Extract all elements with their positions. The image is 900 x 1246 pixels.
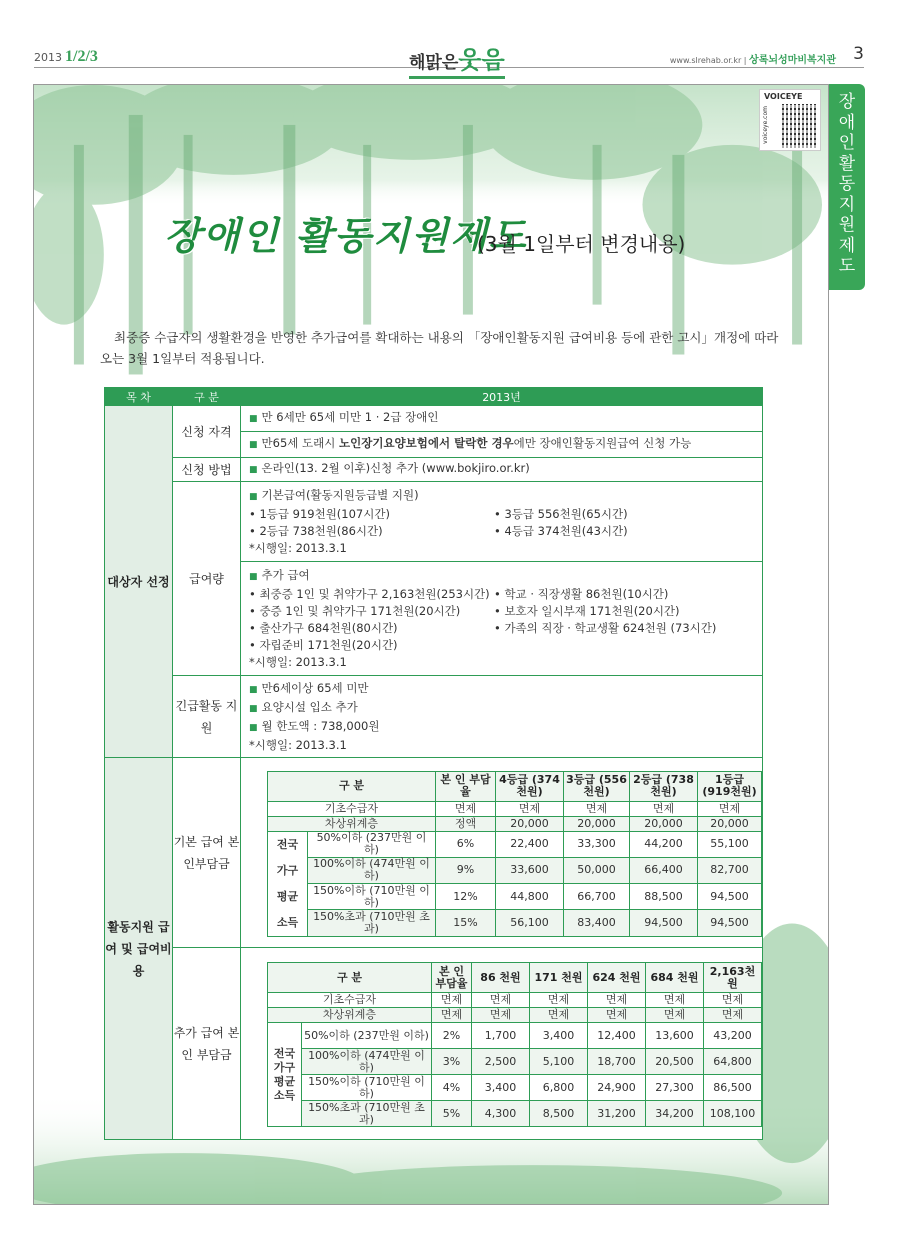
col-header: 4등급 (374천원) [496, 771, 564, 801]
table-cell: 18,700 [588, 1049, 646, 1075]
table-row [268, 1101, 762, 1127]
qualification-line-1: 만 6세만 65세 미만 1 · 2급 장애인 [261, 410, 439, 424]
extra-copay-cell [241, 948, 763, 1140]
basic-benefit-title: 기본급여(활동지원등급별 지원) [261, 487, 419, 502]
effective-date-note: *시행일: 2013.3.1 [249, 737, 347, 752]
list-item: 출산가구 684천원(80시간) [259, 620, 398, 635]
side-tab-char: 도 [838, 256, 856, 276]
page-number: 3 [853, 44, 864, 64]
table-cell: 88,500 [630, 884, 698, 910]
table-cell: 34,200 [646, 1101, 704, 1127]
table-cell: 3% [432, 1049, 472, 1075]
label-apply-qualification: 신청 자격 [173, 406, 241, 458]
side-tab-label [829, 92, 865, 277]
table-cell: 4% [432, 1075, 472, 1101]
group-word: 가구 [276, 863, 299, 877]
table-cell: 6,800 [530, 1075, 588, 1101]
policy-table [104, 387, 763, 1140]
qualification-line-2a: 만65세 도래시 [261, 436, 340, 450]
table-row [268, 1023, 762, 1049]
table-row [268, 831, 762, 857]
article-frame [33, 84, 829, 1205]
table-row [268, 1049, 762, 1075]
group-label: 대상자 선정 [107, 574, 170, 589]
basic-copay-table [267, 771, 762, 937]
income-group-label [268, 831, 308, 936]
table-cell: 27,300 [646, 1075, 704, 1101]
table-cell: 면제 [588, 1008, 646, 1023]
table-cell: 3,400 [530, 1023, 588, 1049]
emergency-support-content: ■ 만6세이상 65세 미만 ■ 요양시설 입소 추가 ■ 월 한도액 : 738,000원 *시행일: 2013.3.1 [241, 676, 763, 758]
header-section: 목 차 [105, 388, 173, 406]
table-cell: 31,200 [588, 1101, 646, 1127]
table-cell: 108,100 [704, 1101, 762, 1127]
table-cell: 94,500 [698, 910, 762, 936]
col-header: 2,163천원 [704, 963, 762, 993]
row-label: 50%이하 (237만원 이하) [308, 831, 436, 857]
table-cell: 면제 [530, 1008, 588, 1023]
table-cell: 12,400 [588, 1023, 646, 1049]
col-header: 684 천원 [646, 963, 704, 993]
group-benefit-cost [105, 758, 173, 1140]
table-cell: 82,700 [698, 857, 762, 883]
table-cell: 면제 [698, 801, 762, 816]
table-cell: 면제 [630, 801, 698, 816]
side-tab-char: 장 [838, 92, 856, 112]
table-cell: 5,100 [530, 1049, 588, 1075]
col-header: 2등급 (738천원) [630, 771, 698, 801]
table-cell: 4,300 [472, 1101, 530, 1127]
table-cell: 86,500 [704, 1075, 762, 1101]
apply-qualification-content: ■ 만 6세만 65세 미만 1 · 2급 장애인 ■ 만65세 도래시 노인장기요양보험에서 탈락한 경우에만 장애인활동지원급여 신청 가능 [241, 406, 763, 458]
table-row [268, 1075, 762, 1101]
extra-benefit-content: ■ 추가 급여 • 최중증 1인 및 취약가구 2,163천원(253시간) • 학교 · 직장생활 86천원(10시간) • 중증 1인 및 취약가구 171천원(20시간) • 보호자 일시부재 171천원(20시간) • 출산가구 684천원(80시간) • 가족의 직장 · 학교생활 624천원 (73시간) • 자립준비 171천원(20시간) *시행일: 2013.3.1 [241, 562, 763, 676]
table-row [268, 816, 762, 831]
list-item: 가족의 직장 · 학교생활 624천원 (73시간) [504, 620, 717, 635]
table-cell: 5% [432, 1101, 472, 1127]
list-item: 월 한도액 : 738,000원 [261, 718, 380, 733]
col-header: 1등급 (919천원) [698, 771, 762, 801]
table-cell: 94,500 [698, 884, 762, 910]
table-header-row [105, 388, 763, 406]
side-tab-char: 동 [838, 174, 856, 194]
basic-copay-label: 기본 급여 본인부담금 [173, 834, 240, 871]
table-cell: 2,500 [472, 1049, 530, 1075]
side-tab-char: 지 [838, 194, 856, 215]
row-label: 50%이하 (237만원 이하) [302, 1023, 432, 1049]
row-label: 기초수급자 [268, 993, 432, 1008]
table-cell: 43,200 [704, 1023, 762, 1049]
table-cell: 22,400 [496, 831, 564, 857]
col-header: 171 천원 [530, 963, 588, 993]
table-cell: 면제 [646, 1008, 704, 1023]
basic-benefit-content: ■ 기본급여(활동지원등급별 지원) • 1등급 919천원(107시간) • 3등급 556천원(65시간) • 2등급 738천원(86시간) • 4등급 374천원(43시간) *시행일: 2013.3.1 [241, 482, 763, 562]
table-cell: 면제 [436, 801, 496, 816]
table-cell: 64,800 [704, 1049, 762, 1075]
col-header: 3등급 (556천원) [564, 771, 630, 801]
table-cell: 면제 [472, 1008, 530, 1023]
side-tab-char: 활 [838, 153, 856, 174]
list-item: 자립준비 171천원(20시간) [259, 637, 398, 652]
group-word: 가구 [273, 1060, 296, 1074]
table-cell: 33,600 [496, 857, 564, 883]
row-label: 기초수급자 [268, 801, 436, 816]
table-row [268, 857, 762, 883]
table-cell: 면제 [472, 993, 530, 1008]
table-cell: 3,400 [472, 1075, 530, 1101]
table-cell: 12% [436, 884, 496, 910]
table-cell: 면제 [704, 1008, 762, 1023]
table-row [268, 884, 762, 910]
voiceye-code[interactable] [759, 89, 821, 151]
list-item: 4등급 374천원(43시간) [504, 523, 628, 538]
label-apply-method: 신청 방법 [173, 458, 241, 482]
table-cell: 83,400 [564, 910, 630, 936]
effective-date-note: *시행일: 2013.3.1 [249, 654, 347, 669]
table-cell: 9% [436, 857, 496, 883]
table-cell: 94,500 [630, 910, 698, 936]
list-item: 학교 · 직장생활 86천원(10시간) [504, 586, 669, 601]
table-cell: 44,800 [496, 884, 564, 910]
label-basic-copay [173, 758, 241, 948]
group-label: 활동지원 급여 및 급여비용 [105, 919, 172, 978]
table-cell: 13,600 [646, 1023, 704, 1049]
table-cell: 50,000 [564, 857, 630, 883]
table-cell: 6% [436, 831, 496, 857]
row-label: 차상위계층 [268, 816, 436, 831]
table-cell: 15% [436, 910, 496, 936]
side-tab-char: 제 [838, 235, 856, 256]
row-label: 150%이하 (710만원 이하) [302, 1075, 432, 1101]
group-word: 소득 [273, 1088, 296, 1102]
issue-label: 2013 1/2/3 [34, 48, 98, 65]
section-side-tab [829, 84, 865, 290]
row-label: 100%이하 (474만원 이하) [302, 1049, 432, 1075]
table-cell: 66,400 [630, 857, 698, 883]
row-label: 150%이하 (710만원 이하) [308, 884, 436, 910]
col-header: 본 인 부담율 [436, 771, 496, 801]
group-word: 평균 [273, 1074, 296, 1088]
col-header: 구 분 [268, 963, 432, 993]
table-cell: 면제 [564, 801, 630, 816]
emergency-label: 긴급활동 지원 [175, 698, 238, 735]
apply-method-content: ■ 온라인(13. 2월 이후)신청 추가 (www.bokjiro.or.kr) [241, 458, 763, 482]
table-cell: 면제 [432, 1008, 472, 1023]
basic-copay-cell [241, 758, 763, 948]
table-cell: 면제 [704, 993, 762, 1008]
side-tab-char: 인 [838, 133, 856, 153]
label-extra-copay [173, 948, 241, 1140]
table-cell: 정액 [436, 816, 496, 831]
row-label: 150%초과 (710만원 초과) [308, 910, 436, 936]
group-word: 전국 [273, 1046, 296, 1060]
row-label: 100%이하 (474만원 이하) [308, 857, 436, 883]
table-cell: 20,500 [646, 1049, 704, 1075]
list-item: 중증 1인 및 취약가구 171천원(20시간) [259, 603, 461, 618]
table-cell: 33,300 [564, 831, 630, 857]
list-item: 2등급 738천원(86시간) [259, 523, 383, 538]
group-word: 전국 [276, 837, 299, 851]
table-cell: 면제 [432, 993, 472, 1008]
side-tab-char: 원 [838, 215, 856, 235]
table-cell: 면제 [530, 993, 588, 1008]
table-cell: 20,000 [698, 816, 762, 831]
table-cell: 20,000 [630, 816, 698, 831]
list-item: 보호자 일시부재 171천원(20시간) [504, 603, 680, 618]
table-cell: 55,100 [698, 831, 762, 857]
table-row [268, 993, 762, 1008]
table-cell: 20,000 [564, 816, 630, 831]
col-header: 624 천원 [588, 963, 646, 993]
table-row [268, 801, 762, 816]
newsletter-logo: 해맑은웃음 [409, 40, 505, 75]
apply-method-line: 온라인(13. 2월 이후)신청 추가 (www.bokjiro.or.kr) [261, 461, 530, 475]
page-header [34, 40, 864, 74]
table-cell: 56,100 [496, 910, 564, 936]
extra-copay-label: 추가 급여 본인 부담금 [173, 1025, 240, 1062]
table-row [268, 1008, 762, 1023]
table-cell: 면제 [646, 993, 704, 1008]
table-cell: 면제 [588, 993, 646, 1008]
income-group-label [268, 1023, 302, 1127]
col-header: 본 인 부담율 [432, 963, 472, 993]
table-cell: 66,700 [564, 884, 630, 910]
group-word: 소득 [276, 915, 299, 929]
voiceye-pattern [782, 104, 818, 148]
list-item: 요양시설 입소 추가 [261, 699, 358, 714]
label-benefit-amount: 급여량 [173, 482, 241, 676]
label-emergency-support [173, 676, 241, 758]
voiceye-url: voiceye.com [762, 106, 769, 144]
table-cell: 면제 [496, 801, 564, 816]
col-header: 구 분 [268, 771, 436, 801]
header-category: 구 분 [173, 388, 241, 406]
intro-paragraph: 최중증 수급자의 생활환경을 반영한 추가급여를 확대하는 내용의 「장애인활동지원 급여비용 등에 관한 고시」개정에 따라 오는 3월 1일부터 적용됩니다. [100, 330, 779, 366]
table-cell: 8,500 [530, 1101, 588, 1127]
table-cell: 44,200 [630, 831, 698, 857]
header-year: 2013년 [241, 388, 763, 406]
extra-benefit-title: 추가 급여 [261, 567, 310, 582]
col-header: 86 천원 [472, 963, 530, 993]
list-item: 최중증 1인 및 취약가구 2,163천원(253시간) [259, 586, 490, 601]
group-target-selection [105, 406, 173, 758]
extra-copay-table [267, 962, 762, 1127]
list-item: 1등급 919천원(107시간) [259, 506, 390, 521]
row-label: 차상위계층 [268, 1008, 432, 1023]
article-subtitle: (3월 1일부터 변경내용) [477, 232, 686, 256]
table-cell: 24,900 [588, 1075, 646, 1101]
effective-date-note: *시행일: 2013.3.1 [249, 540, 347, 555]
qualification-line-2b: 노인장기요양보험에서 탈락한 경우 [339, 436, 514, 450]
side-tab-char: 애 [838, 112, 856, 133]
article-title: 장애인 활동지원제도 [164, 213, 528, 258]
group-word: 평균 [276, 889, 299, 903]
site-info: www.slrehab.or.kr | 상록뇌성마비복지관 [669, 55, 836, 66]
table-row [268, 910, 762, 936]
voiceye-label: VOICEYE [764, 92, 803, 101]
table-cell: 1,700 [472, 1023, 530, 1049]
list-item: 만6세이상 65세 미만 [261, 680, 369, 695]
table-cell: 2% [432, 1023, 472, 1049]
qualification-line-2c: 에만 장애인활동지원급여 신청 가능 [513, 436, 692, 450]
row-label: 150%초과 (710만원 초과) [302, 1101, 432, 1127]
table-cell: 20,000 [496, 816, 564, 831]
list-item: 3등급 556천원(65시간) [504, 506, 628, 521]
